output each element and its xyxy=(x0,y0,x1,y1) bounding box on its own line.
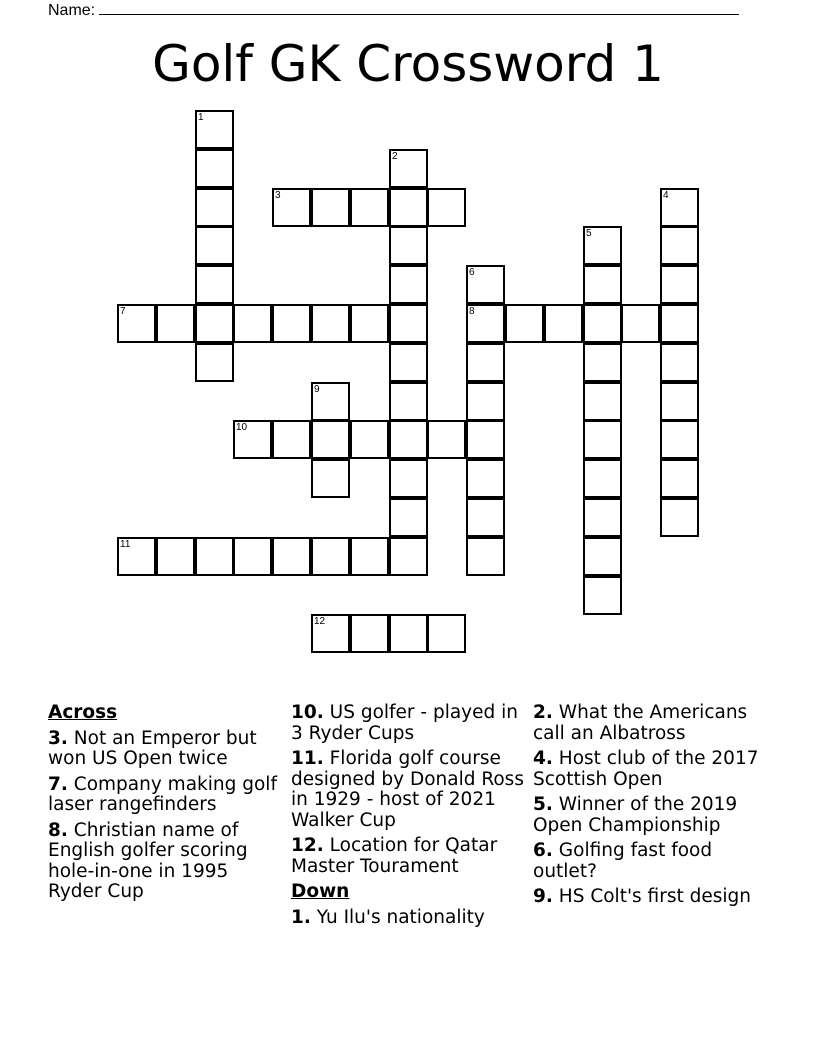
grid-cell[interactable] xyxy=(660,343,699,382)
grid-cell[interactable] xyxy=(427,188,466,227)
grid-cell[interactable] xyxy=(660,420,699,459)
clue xyxy=(48,729,280,770)
grid-cell[interactable] xyxy=(466,420,505,459)
clue-number: 12 xyxy=(314,616,326,627)
clue-number: 4. xyxy=(533,748,553,769)
grid-cell[interactable] xyxy=(195,304,234,343)
clue-number: 7 xyxy=(120,306,126,317)
page-title: Golf GK Crossword 1 xyxy=(152,35,664,93)
grid-cell[interactable] xyxy=(156,304,195,343)
grid-cell[interactable] xyxy=(583,265,622,304)
grid-cell[interactable] xyxy=(544,304,583,343)
grid-cell[interactable] xyxy=(350,304,389,343)
grid-cell[interactable] xyxy=(311,304,350,343)
across-clue-list-continued xyxy=(291,703,529,877)
clue xyxy=(291,908,529,929)
clue-number: 9 xyxy=(314,384,320,395)
clue-number: 6 xyxy=(469,267,475,278)
grid-cell[interactable] xyxy=(195,149,234,188)
clue-text: US golfer - played in 3 Ryder Cups xyxy=(291,702,519,744)
clue-text: Company making golf laser rangefinders xyxy=(48,773,277,815)
clue-number: 6. xyxy=(533,840,553,861)
grid-cell[interactable] xyxy=(389,149,428,188)
grid-cell[interactable] xyxy=(233,537,272,576)
grid-cell[interactable] xyxy=(311,614,350,653)
clue-text: What the Americans call an Albatross xyxy=(533,702,748,744)
grid-cell[interactable] xyxy=(311,459,350,498)
grid-cell[interactable] xyxy=(350,614,389,653)
grid-cell[interactable] xyxy=(350,537,389,576)
grid-cell[interactable] xyxy=(660,226,699,265)
grid-cell[interactable] xyxy=(389,614,428,653)
grid-cell[interactable] xyxy=(233,304,272,343)
clue xyxy=(291,836,529,877)
clue-text: Location for Qatar Master Tourament xyxy=(291,835,498,877)
across-heading: Across xyxy=(48,702,118,723)
clue xyxy=(48,775,280,816)
clue-text: Florida golf course designed by Donald Ross in 1929 - host of 2021 Walker Cup xyxy=(291,748,524,831)
clue-text: Not an Emperor but won US Open twice xyxy=(48,727,257,769)
clue-number: 1 xyxy=(198,112,204,123)
grid-cell[interactable] xyxy=(583,420,622,459)
grid-cell[interactable] xyxy=(117,304,156,343)
clue-number: 1. xyxy=(291,906,311,928)
clue-number: 8. xyxy=(48,819,68,841)
grid-cell[interactable] xyxy=(156,537,195,576)
grid-cell[interactable] xyxy=(583,382,622,421)
clue-number: 10. xyxy=(291,702,324,723)
clue-text: Winner of the 2019 Open Championship xyxy=(533,794,738,836)
clue xyxy=(48,821,280,903)
down-heading: Down xyxy=(291,881,350,902)
grid-cell[interactable] xyxy=(389,382,428,421)
clue-number: 9. xyxy=(533,886,553,907)
clue-number: 10 xyxy=(236,422,248,433)
grid-cell[interactable] xyxy=(466,304,505,343)
grid-cell[interactable] xyxy=(389,459,428,498)
grid-cell[interactable] xyxy=(389,343,428,382)
clue-text: HS Colt's first design xyxy=(552,886,751,907)
grid-cell[interactable] xyxy=(660,304,699,343)
grid-cell[interactable] xyxy=(583,226,622,265)
clues-column-2 xyxy=(291,703,529,933)
clues-column-3 xyxy=(533,703,763,913)
grid-cell[interactable] xyxy=(195,110,234,149)
grid-cell[interactable] xyxy=(660,498,699,537)
grid-cell[interactable] xyxy=(466,265,505,304)
grid-cell[interactable] xyxy=(466,537,505,576)
clue-number: 5 xyxy=(586,228,592,239)
clue-text: Host club of the 2017 Scottish Open xyxy=(533,748,759,790)
clue-number: 8 xyxy=(469,306,475,317)
grid-cell[interactable] xyxy=(583,537,622,576)
grid-cell[interactable] xyxy=(389,226,428,265)
clue xyxy=(533,703,763,744)
clue-number: 11. xyxy=(291,748,324,769)
clue-number: 3 xyxy=(275,190,281,201)
grid-cell[interactable] xyxy=(195,188,234,227)
grid-cell[interactable] xyxy=(660,188,699,227)
grid-cell[interactable] xyxy=(389,420,428,459)
grid-cell[interactable] xyxy=(389,188,428,227)
clue-number: 12. xyxy=(291,835,324,856)
grid-cell[interactable] xyxy=(272,304,311,343)
grid-cell[interactable] xyxy=(583,304,622,343)
clues-column-1 xyxy=(48,703,280,908)
clue xyxy=(291,703,529,744)
clue-text: Yu Ilu's nationality xyxy=(310,906,485,928)
grid-cell[interactable] xyxy=(389,537,428,576)
grid-cell[interactable] xyxy=(117,537,156,576)
grid-cell[interactable] xyxy=(583,343,622,382)
grid-cell[interactable] xyxy=(311,382,350,421)
grid-cell[interactable] xyxy=(583,498,622,537)
grid-cell[interactable] xyxy=(272,420,311,459)
clue xyxy=(533,795,763,836)
clue-number: 4 xyxy=(663,190,669,201)
grid-cell[interactable] xyxy=(583,576,622,615)
grid-cell[interactable] xyxy=(233,420,272,459)
grid-cell[interactable] xyxy=(621,304,660,343)
clue-text: Golfing fast food outlet? xyxy=(533,840,713,882)
grid-cell[interactable] xyxy=(660,459,699,498)
clue-number: 11 xyxy=(120,539,131,550)
grid-cell[interactable] xyxy=(583,459,622,498)
grid-cell[interactable] xyxy=(505,304,544,343)
grid-cell[interactable] xyxy=(195,537,234,576)
grid-cell[interactable] xyxy=(389,265,428,304)
grid-cell[interactable] xyxy=(195,343,234,382)
name-underline[interactable] xyxy=(99,0,739,15)
clue-number: 7. xyxy=(48,773,68,795)
grid-cell[interactable] xyxy=(466,343,505,382)
grid-cell[interactable] xyxy=(272,188,311,227)
grid-cell[interactable] xyxy=(660,265,699,304)
clue xyxy=(533,887,763,908)
down-clue-list xyxy=(291,908,529,929)
clue xyxy=(291,749,529,831)
across-clue-list xyxy=(48,729,280,903)
down-clue-list-continued xyxy=(533,703,763,908)
grid-cell[interactable] xyxy=(350,188,389,227)
grid-cell[interactable] xyxy=(311,188,350,227)
grid-cell[interactable] xyxy=(195,265,234,304)
grid-cell[interactable] xyxy=(350,420,389,459)
clue-number: 2 xyxy=(392,151,398,162)
clue-number: 3. xyxy=(48,727,68,749)
grid-cell[interactable] xyxy=(427,420,466,459)
clue-number: 5. xyxy=(533,794,553,815)
grid-cell[interactable] xyxy=(389,498,428,537)
grid-cell[interactable] xyxy=(311,537,350,576)
clue-number: 2. xyxy=(533,702,553,723)
grid-cell[interactable] xyxy=(272,537,311,576)
grid-cell[interactable] xyxy=(427,614,466,653)
grid-cell[interactable] xyxy=(311,420,350,459)
grid-cell[interactable] xyxy=(389,304,428,343)
grid-cell[interactable] xyxy=(466,382,505,421)
grid-cell[interactable] xyxy=(660,382,699,421)
name-field[interactable] xyxy=(48,0,739,20)
clue-text: Christian name of English golfer scoring hole-in-one in 1995 Ryder Cup xyxy=(48,819,248,902)
grid-cell[interactable] xyxy=(466,498,505,537)
name-label: Name: xyxy=(48,2,96,19)
clue xyxy=(533,841,763,882)
grid-cell[interactable] xyxy=(466,459,505,498)
grid-cell[interactable] xyxy=(195,226,234,265)
clue xyxy=(533,749,763,790)
